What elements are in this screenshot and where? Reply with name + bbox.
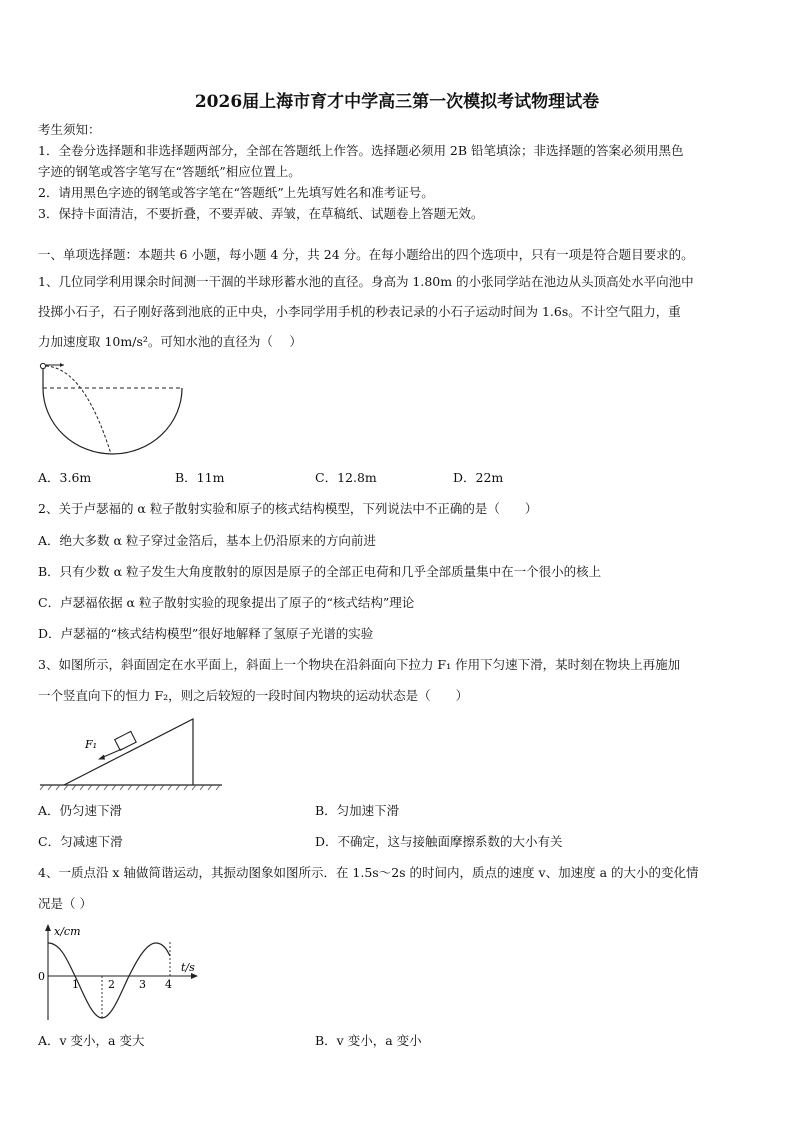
q1-option-d: D．22m — [453, 470, 504, 485]
x-axis-label: t/s — [181, 961, 195, 974]
incline-triangle — [64, 719, 193, 785]
origin-label: 0 — [38, 970, 45, 983]
q4-figure-vibration-graph — [34, 922, 204, 1022]
q4-option-b: B．v 变小，a 变小 — [315, 1033, 422, 1048]
q2-option-a: A．绝大多数 α 粒子穿过金箔后，基本上仍沿原来的方向前进 — [38, 533, 376, 548]
q3-option-d: D．不确定，这与接触面摩擦系数的大小有关 — [315, 834, 563, 849]
ground-hatching — [40, 785, 220, 790]
y-axis-label: x/cm — [54, 925, 81, 938]
arrowhead-icon — [98, 755, 105, 760]
q4-line-1: 4、一质点沿 x 轴做简谐运动，其振动图象如图所示．在 1.5s～2s 的时间内，质点的速度 v、加速度 a 的大小的变化情 — [38, 865, 699, 880]
q2-option-d: D．卢瑟福的“核式结构模型”很好地解释了氢原子光谱的实验 — [38, 626, 374, 641]
tick-label-2: 2 — [108, 978, 115, 991]
notice-item-1: 1．全卷分选择题和非选择题两部分，全部在答题纸上作答。选择题必须用 2B 铅笔填涂；非选择题的答案必须用黑色 — [38, 143, 684, 158]
tick-label-1: 1 — [72, 978, 79, 991]
notice-item-2: 2．请用黑色字迹的钢笔或答字笔在“答题纸”上先填写姓名和准考证号。 — [38, 185, 434, 200]
stone-trajectory — [46, 366, 111, 454]
q3-line-1: 3、如图所示，斜面固定在水平面上，斜面上一个物块在沿斜面向下拉力 F₁ 作用下匀速下滑，某时刻在物块上再施加 — [38, 657, 681, 672]
notice-heading: 考生须知： — [38, 122, 101, 137]
block — [115, 731, 136, 750]
q2-stem: 2、关于卢瑟福的 α 粒子散射实验和原子的核式结构模型，下列说法中不正确的是（ ） — [38, 501, 538, 516]
arrowhead-icon — [45, 924, 51, 931]
q3-option-c: C．匀减速下滑 — [38, 834, 123, 849]
q3-option-b: B．匀加速下滑 — [315, 803, 400, 818]
tick-label-3: 3 — [139, 978, 146, 991]
q2-option-c: C．卢瑟福依据 α 粒子散射实验的现象提出了原子的“核式结构”理论 — [38, 595, 415, 610]
q1-figure-hemisphere-pool — [36, 358, 188, 460]
q1-line-2: 投掷小石子，石子刚好落到池底的正中央，小李同学用手机的秒表记录的小石子运动时间为 1.6s。不计空气阻力，重 — [38, 304, 681, 319]
q3-line-2: 一个竖直向下的恒力 F₂，则之后较短的一段时间内物块的运动状态是（ ） — [38, 688, 469, 703]
notice-item-1-cont: 字迹的钢笔或答字笔写在“答题纸”相应位置上。 — [38, 164, 301, 179]
force-f1-label: F₁ — [85, 738, 98, 751]
person-head-icon — [40, 363, 45, 368]
pool-arc — [43, 388, 182, 454]
q3-figure-incline — [38, 712, 224, 792]
q1-option-c: C．12.8m — [315, 470, 377, 485]
q1-option-a: A．3.6m — [38, 470, 92, 485]
tick-label-4: 4 — [165, 978, 172, 991]
q4-option-a: A．v 变小，a 变大 — [38, 1033, 145, 1048]
section-heading: 一、单项选择题：本题共 6 小题，每小题 4 分，共 24 分。在每小题给出的四个选项中，只有一项是符合题目要求的。 — [38, 247, 694, 262]
page-title: 2026届上海市育才中学高三第一次模拟考试物理试卷 — [194, 92, 600, 112]
arrowhead-icon — [60, 363, 64, 367]
q4-line-2: 况是（ ） — [38, 896, 92, 911]
q1-option-b: B．11m — [175, 470, 225, 485]
notice-item-3: 3．保持卡面清洁，不要折叠，不要弄破、弄皱，在草稿纸、试题卷上答题无效。 — [38, 206, 484, 221]
q1-line-1: 1、几位同学利用课余时间测一干涸的半球形蓄水池的直径。身高为 1.80m 的小张同学站在池边从头顶高处水平向池中 — [38, 274, 694, 289]
q1-line-3: 力加速度取 10m/s²。可知水池的直径为（ ） — [38, 334, 302, 349]
q3-option-a: A．仍匀速下滑 — [38, 803, 123, 818]
q2-option-b: B．只有少数 α 粒子发生大角度散射的原因是原子的全部正电荷和几乎全部质量集中在一个很小的核上 — [38, 564, 602, 579]
